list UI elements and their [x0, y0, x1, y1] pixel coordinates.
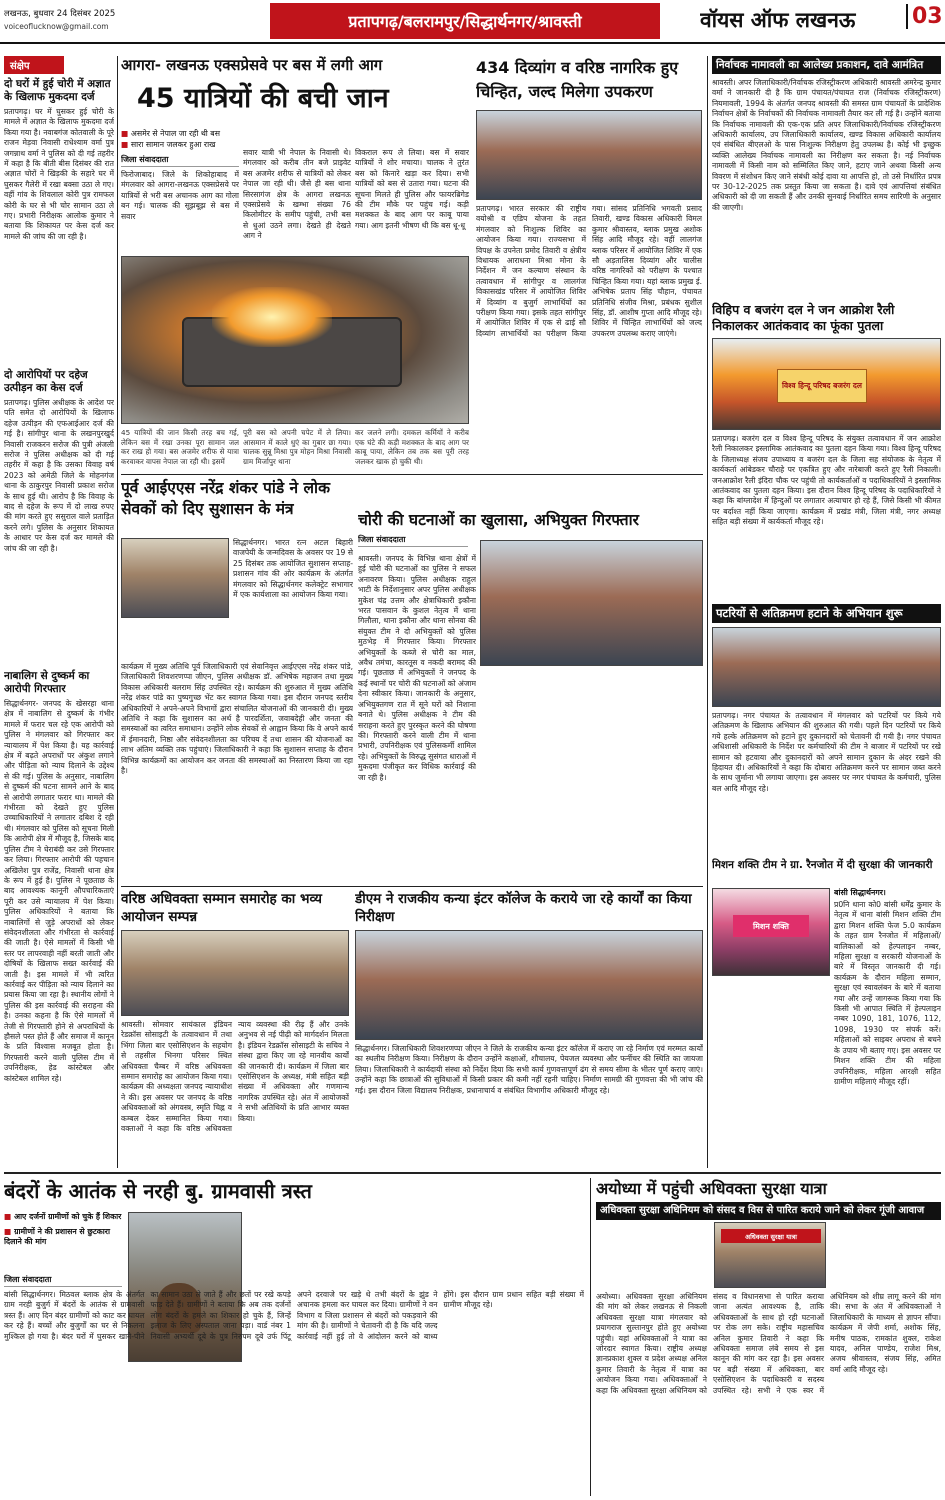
- rally-banner-text: विश्व हिन्दू परिषद बजरंग दल: [782, 381, 862, 390]
- bullet-icon: ■: [121, 129, 131, 138]
- story-body: प्र0नि थाना को0 बांसी धर्मेंद्र कुमार के नेतृत्व में थाना बांसी मिशन शक्ति टीम द्वारा मिशन शक्ति फेज 5.0 कार्यक्रम के तहत ग्राम रैनजोत में महिलाओं/बालिकाओं को हेल्पलाइन नम्बर, महिला सुरक्षा व सरकारी योजनाओं के बारे में विस्तृत जानकारी दी गई। कार्यक्रम के दौरान महिला सम्मान, सुरक्षा एवं स्वावलंबन के बारे में बताया गया और उन्हें जागरूक किया गया कि किसी भी आपात स्थिति में हेल्पलाइन नम्बर 1090, 181, 1076, 112, 1098, 1930 पर संपर्क करें। महिलाओं को साइबर अपराध से बचने के उपाय भी बताए गए। इस अवसर पर मिशन शक्ति टीम की महिला उपनिरीक्षक, महिला आरक्षी सहित ग्रामीण महिलाएं मौजूद रहीं।: [834, 900, 941, 1086]
- bullet-text: असमेर से नेपाल जा रही थी बस: [130, 129, 221, 138]
- yatra-banner-text: अधिवक्ता सुरक्षा यात्रा: [745, 1232, 797, 1241]
- accused-arrest-photo: [480, 540, 703, 666]
- story-mission-shakti: [712, 858, 941, 1168]
- workshop-photo: [121, 538, 229, 618]
- bullet-text: आए दर्जनों ग्रामीणों को चुके हैं शिकार: [14, 1212, 122, 1221]
- bullet-icon: ■: [121, 140, 131, 149]
- story-headline: डीएम ने राजकीय कन्या इंटर कॉलेज के कराये जा रहे कार्यों का किया निरीक्षण: [355, 891, 692, 925]
- brief-headline: दो घरों में हुई चोरी में अज्ञात के खिलाफ मुकदमा दर्ज: [4, 78, 111, 103]
- section-banner: [270, 3, 660, 39]
- encroachment-drive-photo: [712, 627, 941, 707]
- story-voter-list: [712, 56, 941, 298]
- section-divider: [121, 474, 703, 475]
- story-body: सिद्धार्थनगर। जिलाधिकारी शिवशरणप्पा जीएन ने जिले के राजकीय कन्या इंटर कॉलेज में कराए जा रहे निर्माण एवं मरम्मत कार्यों का स्थलीय निरीक्षण किया। निरीक्षण के दौरान उन्होंने कक्षाओं, शौचालय, पेयजल व्यवस्था और फर्नीचर की स्थिति का जायजा लिया। जिलाधिकारी ने कार्यदायी संस्था को निर्देश दिया कि सभी कार्य गुणवत्तापूर्ण ढंग से समय सीमा के भीतर पूर्ण कराए जाएं। उन्होंने कहा कि छात्राओं की सुविधाओं में किसी प्रकार की कमी नहीं रहनी चाहिए। निर्माण सामग्री की गुणवत्ता की भी जांच की गई। इस दौरान जिला विद्यालय निरीक्षक, प्रधानाचार्य व संबंधित विभागीय अधिकारी मौजूद रहे।: [355, 1044, 703, 1095]
- byline: जिला संवाददाता: [121, 154, 239, 167]
- masthead: [0, 0, 945, 44]
- flame-shape: [212, 287, 332, 347]
- body-col-3: विकराल रूप ले लिया। बस में सवार यात्रियों ने शोर मचाया। चालक ने तुरंत बस को किनारे खड़ा कर दिया। सभी यात्रियों को बस से उतारा गया। घटना की सूचना मिलते ही पुलिस और फायरब्रिगेड की टीम मौके पर पहुंच गई। कड़ी मशक्कत के बाद आग पर काबू पाया गया। आग इतनी भीषण थी कि बस धू-धू: [355, 148, 469, 230]
- story-headline: वरिष्ठ अधिवक्ता सम्मान समारोह का भव्य आयोजन सम्पन्न: [121, 891, 322, 925]
- story-dm-college: [355, 890, 703, 1168]
- caption-col-2: पूरी बस को अपनी चपेट में ले लिया। आसमान में काले धुएं का गुबार छा गया। चालक सुन्नू मिश्रा पुत्र मोहन मिश्रा निवासी ग्राम मिर्जापुर थाना: [243, 428, 351, 466]
- ayodhya-yatra-photo: [714, 1222, 826, 1288]
- story-theft: [358, 510, 703, 882]
- body-col-2: सवार यात्री भी नेपाल के निवासी थे। मंगलवार को करीब तीन बजे प्राइवेट बस अजमेर शरीफ से यात्रियों को लेकर नेपाल जा रही थी। जैसे ही बस थाना सिरसागंज क्षेत्र के आगरा लखनऊ एक्सप्रेसवे के खम्भा संख्या 76 किलोमीटर के समीप पहुंची, तभी बस से धुआं उठने लगा। देखते ही देखते आग ने: [243, 148, 351, 241]
- story-divyang: [476, 56, 702, 470]
- story-body: श्रावस्ती। सोमवार सायंकाल इंडियन रेडक्रॉस सोसाइटी के तत्वावधान में तथा भिंगा जिला बार एसोसिएशन के सहयोग से तहसील भिनगा परिसर स्थित अधिवक्ता चैम्बर में वरिष्ठ अधिवक्ता सम्मान समारोह का आयोजन किया गया। कार्यक्रम की अध्यक्षता जनपद न्यायाधीश ने की। इस अवसर पर जनपद के वरिष्ठ अधिवक्ताओं को अंगवस्त्र, स्मृति चिह्न व कम्बल देकर सम्मानित किया गया। वक्ताओं ने कहा कि वरिष्ठ अधिवक्ता न्याय व्यवस्था की रीढ़ हैं और उनके अनुभव से नई पीढ़ी को मार्गदर्शन मिलता है। इंडियन रेडक्रॉस सोसाइटी के सचिव ने संस्था द्वारा किए जा रहे मानवीय कार्यों की जानकारी दी। कार्यक्रम में जिला बार एसोसिएशन के अध्यक्ष, मंत्री सहित बड़ी संख्या में अधिवक्ता और गणमान्य नागरिक उपस्थित रहे। अंत में आयोजकों ने सभी अतिथियों के प्रति आभार व्यक्त किया।: [121, 1020, 349, 1134]
- brief-label: संक्षेप: [4, 56, 64, 74]
- college-inspection-photo: [355, 930, 703, 1040]
- mission-banner-text: मिशन शक्ति: [753, 921, 789, 931]
- byline: बांसी सिद्धार्थनगर।: [834, 888, 886, 897]
- story-headline: चोरी की घटनाओं का खुलासा, अभियुक्त गिरफ्तार: [358, 511, 639, 529]
- story-body: बांसी सिद्धार्थनगर। मिठवल ब्लाक क्षेत्र के अंतर्गत ग्राम नरही बुजुर्ग में बंदरों के आतंक से ग्रामवासी त्रस्त हैं। आए दिन बंदर ग्रामीणों को काट कर घायल कर रहे हैं। बच्चों और बुजुर्गों का घर से निकलना मुश्किल हो गया है। बंदर घरों में घुसकर खाने-पीने का सामान उठा ले जाते हैं और छतों पर रखे कपड़े फाड़ देते हैं। ग्रामीणों ने बताया कि अब तक दर्जनों लोग बंदरों के हमले का शिकार हो चुके हैं, जिन्हें इलाज के लिए अस्पताल जाना पड़ा। वार्ड नंबर 1 निवासी अभ्यर्थी दूबे के पुत्र निरुपम दूबे उर्फ पिंटू अपने दरवाजे पर खड़े थे तभी बंदरों के झुंड ने अचानक हमला कर घायल कर दिया। ग्रामीणों ने वन विभाग व जिला प्रशासन से बंदरों को पकड़वाने की मांग की है। ग्रामीणों ने चेतावनी दी है कि यदि जल्द कार्रवाई नहीं हुई तो वे आंदोलन करने को बाध्य होंगे। इस दौरान ग्राम प्रधान सहित बड़ी संख्या में ग्रामीण मौजूद रहे।: [4, 1290, 584, 1341]
- caption-col-3: कर जलने लगी। दमकल कर्मियों ने करीब एक घंटे की कड़ी मशक्कत के बाद आग पर काबू पाया, लेकिन तब तक बस पूरी तरह जलकर खाक हो चुकी थी।: [355, 428, 469, 466]
- caption-col-1: 45 यात्रियों की जान किसी तरह बच गई, लेकिन बस में रखा उनका पूरा सामान जल कर राख हो गया। बस अजमेर शरीफ से यात्रा करवाकर वापस नेपाल जा रही थी। इसमें: [121, 428, 239, 466]
- story-headline: निर्वाचक नामावली का आलेख्य प्रकाशन, दावे आमंत्रित: [712, 56, 941, 74]
- brief-headline: नाबालिग से दुष्कर्म का आरोपी गिरफ्तार: [4, 670, 90, 695]
- story-pande: [121, 478, 353, 882]
- brief-column: [4, 56, 114, 1168]
- story-headline: अधिवक्ता सुरक्षा अधिनियम को संसद व विस से पारित कराये जाने को लेकर गूंजी आवाज: [596, 1202, 941, 1220]
- story-headline: मिशन शक्ति टीम ने ग्रा. रैनजोत में दी सुरक्षा की जानकारी: [712, 859, 933, 871]
- paper-name: वॉयस ऑफ लखनऊ: [700, 8, 856, 32]
- story-monkey: [4, 1178, 584, 1496]
- bullets: [121, 128, 271, 150]
- story-body: प्रतापगढ़। नगर पंचायत के तत्वावधान में मंगलवार को पटरियों पर किये गये अतिक्रमण के खिलाफ अभियान की शुरुआत की गयी। पहले दिन पटरियों पर किये गये हल्के अतिक्रमण को हटाने हुए दुकानदारों को चेतावनी दी गयी है। नगर पंचायत अधिशासी अधिकारी के निर्देश पर कर्मचारियों की टीम ने बाजार में पटरियों पर रखे सामान को हटवाया और दुकानदारों को अपने सामान दुकान के अंदर रखने की हिदायत दी। अधिकारियों ने कहा कि दोबारा अतिक्रमण करने पर सामान जब्त करने के साथ जुर्माना भी लगाया जाएगा। इस अवसर पर नगर पंचायत के कर्मचारी, पुलिस बल आदि मौजूद रहे।: [712, 711, 941, 793]
- story-headline: पूर्व आईएएस नरेंद्र शंकर पांडे ने लोक सेवकों को दिए सुशासन के मंत्र: [121, 479, 330, 518]
- bullet-text: सारा सामान जलकर हुआ राख: [130, 140, 216, 149]
- byline: जिला संवाददाता: [4, 1274, 122, 1287]
- yatra-banner: [721, 1229, 821, 1243]
- story-ayodhya: [596, 1178, 941, 1496]
- brief-body: प्रतापगढ़। पुलिस अधीक्षक के आदेश पर पति समेत दो आरोपियों के खिलाफ दहेज उत्पीड़न की एफआईआर दर्ज की गई है। सांगीपुर थाना के लखनपुरखुर्द निवासी राजकरन सरोज की पुत्री अंजली सरोज ने पुलिस अधीक्षक को दी गई तहरीर में कहा है कि उसका विवाह वर्ष 2023 को अमेठी जिले के मोहनगंज थाना के ठाकुरपुर निवासी प्रकाश सरोज के साथ हुई थी। आरोप है कि विवाह के बाद से दहेज के रूप में दो लाख रुपए की मांग करते हुए ससुराल वाले प्रताड़ित करने लगे। पुलिस के अनुसार शिकायत के आधार पर केस दर्ज कर मामले की जांच की जा रही है।: [4, 398, 114, 553]
- brief-item-1: [4, 78, 114, 365]
- mission-banner: [733, 915, 809, 937]
- rally-banner: [777, 369, 867, 403]
- advocate-event-photo: [121, 930, 349, 1016]
- story-body: प्रतापगढ़। भारत सरकार की राष्ट्रीय वयोश्री व एडिप योजना के तहत मंगलवार को निःशुल्क शिविर का आयोजन किया गया। राज्यसभा में विपक्ष के उपनेता प्रमोद तिवारी व क्षेत्रीय विधायक आराधना मिश्रा मोना के निर्देशन में जन कल्याण संस्थान के तत्वावधान में सांगीपुर व लालगंज विकासखंड परिसर में आयोजित शिविर में दिव्यांग व बुजुर्ग लाभार्थियों का परीक्षण किया गया। इसके तहत सांगीपुर में आयोजित शिविर में एक से ढाई सौ दिव्यांग लाभार्थियों का परीक्षण किया गया। सांसद प्रतिनिधि भगवती प्रसाद तिवारी, खण्ड विकास अधिकारी विमल कुमार श्रीवास्तव, ब्लाक प्रमुख अशोक सिंह आदि मौजूद रहे। वहीं लालगंज ब्लाक परिसर में आयोजित शिविर में एक सौ अड़तालिस दिव्यांग और चालीस वरिष्ठ नागरिकों को परीक्षण के पश्चात चिन्हित किया गया। यहां ब्लाक प्रमुख ई. अभिषेक प्रताप सिंह चौहान, पंचायत प्रतिनिधि संजीव मिश्रा, प्रबंधक सुशील सिंह, डॉ. आशीष गुप्ता आदि मौजूद रहे। शिविर में चिन्हित लाभार्थियों को जल्द उपकरण उपलब्ध कराए जाएंगे।: [476, 204, 702, 338]
- divyang-camp-photo: [476, 110, 702, 200]
- bullet-icon: ■: [4, 1226, 15, 1236]
- story-bus-fire: [121, 56, 469, 470]
- story-advocate: [121, 890, 349, 1168]
- story-headline: विहिप व बजरंग दल ने जन आक्रोश रैली निकालकर आतंकवाद का फूंका पुतला: [712, 302, 895, 333]
- story-body: श्रावस्ती। अपर जिलाधिकारी/निर्वाचक रजिस्ट्रीकरण अधिकारी श्रावस्ती अमरेन्द्र कुमार वर्मा ने जानकारी दी है कि ग्राम पंचायत/पंचायत राज (निर्वाचक रजिस्ट्रीकरण) नियमावली, 1994 के अंतर्गत जनपद श्रावस्ती की समस्त ग्राम पंचायतों के प्रादेशिक निर्वाचन क्षेत्रों के निर्वाचकों की निर्वाचक नामावली तैयार कर ली गई है। उन्होंने बताया कि निर्वाचक नामावली की एक-एक प्रति अपर जिलाधिकारी/निर्वाचक रजिस्ट्रीकरण अधिकारी कार्यालय, उप जिलाधिकारी कार्यालय, खण्ड विकास अधिकारी कार्यालय एवं संबंधित बीएलओ के पास निःशुल्क निरीक्षण हेतु उपलब्ध है। कोई भी इच्छुक व्यक्ति आलेख्य निर्वाचक नामावली का निरीक्षण कर सकता है। नई निर्वाचक नामावली में किसी नाम को सम्मिलित किए जाने, हटाए जाने अथवा किसी अन्य विवरण में संशोधन किए जाने संबंधी कोई दावा या आपत्ति हो, तो उसे निर्धारित प्रपत्र पर 30-12-2025 तक प्रस्तुत किया जा सकता है। दावे एवं आपत्तियां संबंधित अधिकारी को दी जा सकती हैं और उनकी सुनवाई निर्धारित समय सारिणी के अनुसार की जाएगी।: [712, 78, 941, 212]
- vhp-rally-photo: [712, 338, 941, 430]
- column-divider: [707, 56, 708, 1168]
- bullet-icon: ■: [4, 1212, 15, 1221]
- story-encroachment: [712, 604, 941, 854]
- story-headline: 434 दिव्यांग व वरिष्ठ नागरिक हुए चिन्हित, जल्द मिलेगा उपकरण: [476, 58, 679, 101]
- byline: जिला संवाददाता: [358, 534, 468, 547]
- story-body: प्रतापगढ़। बजरंग दल व विश्व हिन्दू परिषद के संयुक्त तत्वावधान में जन आक्रोश रैली निकालकर इस्लामिक आतंकवाद का पुतला दहन किया गया। विश्व हिन्दू परिषद के जिलाध्यक्ष संजय उपाध्याय व बजरंग दल के जिला सह संयोजक के नेतृत्व में कार्यकर्ता आंबेडकर चौराहे पर एकत्रित हुए और नारेबाजी करते हुए रैली निकाली। जनआक्रोश रैली इंदिरा चौक पर पहुंची तो कार्यकर्ताओं व पदाधिकारियों ने इस्लामिक आतंकवाद का पुतला दहन किया। इस दौरान विश्व हिन्दू परिषद के पदाधिकारियों ने कहा कि बांग्लादेश में हिन्दुओं पर लगातार अत्याचार हो रहे हैं, जिसे किसी भी कीमत पर बर्दाश्त नहीं किया जाएगा। कार्यक्रम में प्रखंड मंत्री, जिला मंत्री, नगर अध्यक्ष सहित बड़ी संख्या में कार्यकर्ता मौजूद रहे।: [712, 434, 941, 527]
- body-col-1: फिरोजाबाद। जिले के शिकोहाबाद में मंगलवार को आगरा-लखनऊ एक्सप्रेसवे पर यात्रियों से भरी बस अचानक आग का गोला बन गई। चालक की सूझबूझ से बस में सवार: [121, 170, 239, 221]
- brief-item-2: [4, 369, 114, 666]
- story-body: अयोध्या। अधिवक्ता सुरक्षा अधिनियम की मांग को लेकर लखनऊ से निकली अधिवक्ता सुरक्षा यात्रा मंगलवार को प्रयागराज सुल्तानपुर होते हुए अयोध्या पहुंची। यहां अधिवक्ताओं ने यात्रा का जोरदार स्वागत किया। राष्ट्रीय अध्यक्ष ज्ञानप्रकाश शुक्ल व प्रदेश अध्यक्ष अनिल कुमार तिवारी के नेतृत्व में यात्रा का आयोजन किया गया। अधिवक्ताओं ने कहा कि अधिवक्ता सुरक्षा अधिनियम को संसद व विधानसभा से पारित कराया जाना अत्यंत आवश्यक है, ताकि अधिवक्ताओं के साथ हो रही घटनाओं पर रोक लग सके। राष्ट्रीय महासचिव अनिल कुमार तिवारी ने कहा कि अधिवक्ता समाज लंबे समय से इस कानून की मांग कर रहा है। इस अवसर पर बड़ी संख्या में अधिवक्ता, बार एसोसिएशन के पदाधिकारी व सदस्य उपस्थित रहे। सभी ने एक स्वर में अधिनियम को शीघ्र लागू करने की मांग की। सभा के अंत में अधिवक्ताओं ने जिलाधिकारी के माध्यम से ज्ञापन सौंपा। कार्यक्रम में जेपी शर्मा, अशोक सिंह, मनीष पाठक, रामकांत शुक्ल, राकेश यादव, अनिल पाण्डेय, राजेश मिश्र, अजय श्रीवास्तव, संजय सिंह, अमित वर्मा आदि मौजूद रहे।: [596, 1292, 941, 1395]
- column-divider: [590, 1178, 591, 1496]
- section-divider: [121, 886, 703, 887]
- section-divider: [4, 1172, 941, 1174]
- brief-body: सिद्धार्थनगर- जनपद के खेसरहा थाना क्षेत्र में नाबालिग से दुष्कर्म के गंभीर मामले में फरार चल रहे एक आरोपी को पुलिस ने मंगलवार को गिरफ्तार कर न्यायालय में पेश किया है। यह कार्रवाई क्षेत्र में बढ़ते अपराधों पर अंकुश लगाने और पीड़िता को न्याय दिलाने के उद्देश्य से की गई। पुलिस के अनुसार, नाबालिग से दुष्कर्म की घटना सामने आने के बाद से आरोपी लगातार फरार था। मामले की गंभीरता को देखते हुए पुलिस उच्चाधिकारियों ने लगातार दबिश दे रही थी। मंगलवार को पुलिस को सूचना मिली कि आरोपी क्षेत्र में मौजूद है, जिसके बाद पुलिस टीम ने घेराबंदी कर उसे गिरफ्तार कर लिया। गिरफ्तार आरोपी की पहचान अखिलेश पुत्र राजेंद्र, निवासी थाना क्षेत्र के रूप में हुई है। पुलिस ने पूछताछ के बाद आवश्यक कानूनी औपचारिकताएं पूरी कर उसे न्यायालय में पेश किया। पुलिस अधिकारियों ने बताया कि नाबालिगों से जुड़े अपराधों को लेकर संवेदनशीलता और गंभीरता से कार्रवाई की जाती है। ऐसे मामलों में किसी भी स्तर पर लापरवाही नहीं बरती जाती और दोषियों के खिलाफ सख्त कार्रवाई की जाती है। इस मामले में भी त्वरित कार्रवाई कर पीड़िता को न्याय दिलाने का प्रयास किया जा रहा है। स्थानीय लोगों ने पुलिस की इस कार्रवाई की सराहना की है। उनका कहना है कि ऐसे मामलों में तेजी से गिरफ्तारी होने से अपराधियों के हौसले पस्त होते हैं और समाज में कानून के प्रति विश्वास मजबूत होता है। गिरफ्तारी करने वाली पुलिस टीम में उपनिरीक्षक, हेड कांस्टेबल और कांस्टेबल शामिल रहे।: [4, 699, 114, 1083]
- brief-body: प्रतापगढ़। घर में घुसकर हुई चोरी के मामले में अज्ञात के खिलाफ मुकदमा दर्ज किया गया है। नवाबगंज कोतवाली के पूरे राजन मेड़वा निवासी राधेश्याम वर्मा पुत्र जगन्नाथ वर्मा ने पुलिस को दी गई तहरीर में कहा है कि बीती बीस दिसंबर की रात अज्ञात चोरों ने खिड़की के सहारे घर में घुसकर गैलेरी में रखा बक्सा उठा ले गए। वहीं गांव के शिवलाल कोरी पुत्र रामफल कोरी के घर से भी चोर सामान उठा ले गए। प्रभारी निरीक्षक आलोक कुमार ने बताया कि शिकायत पर केस दर्ज कर मामले की जांच की जा रही है।: [4, 107, 114, 241]
- story-body-top: सिद्धार्थनगर। भारत रत्न अटल बिहारी वाजपेयी के जन्मदिवस के अवसर पर 19 से 25 दिसंबर तक आयोजित सुशासन सप्ताह- प्रशासन गांव की ओर कार्यक्रम के अंतर्गत मंगलवार को सिद्धार्थनगर कलेक्ट्रेट सभागार में एक कार्यशाला का आयोजन किया गया।: [233, 538, 353, 600]
- section-title: प्रतापगढ़/बलरामपुर/सिद्धार्थनगर/श्रावस्ती: [348, 12, 582, 31]
- bullet-text: ग्रामीणों ने की प्रशासन से छुटकारा दिलाने की मांग: [4, 1226, 110, 1246]
- brief-headline: दो आरोपियों पर दहेज उत्पीड़न का केस दर्ज: [4, 369, 88, 394]
- bus-fire-photo: [121, 256, 469, 424]
- story-kicker: आगरा- लखनऊ एक्सप्रेसवे पर बस में लगी आग: [121, 56, 383, 74]
- story-body: श्रावस्ती। जनपद के विभिन्न थाना क्षेत्रों में हुई चोरी की घटनाओं का पुलिस ने सफल अनावरण किया। पुलिस अधीक्षक राहुल भाटी के निर्देशानुसार अपर पुलिस अधीक्षक मुकेश चंद्र उत्तम और क्षेत्राधिकारी इकौना भरत पासवान के कुशल नेतृत्व में थाना गिलौला, थाना इकौना और थाना सोनवा की संयुक्त टीम ने दो अभियुक्तों को पुलिस मुठभेड़ में गिरफ्तार किया। गिरफ्तार अभियुक्तों के कब्जे से चोरी का माल, अवैध तमंचा, कारतूस व नकदी बरामद की गई। पूछताछ में अभियुक्तों ने जनपद के कई स्थानों पर चोरी की घटनाओं को अंजाम देना स्वीकार किया। जानकारी के अनुसार, अभियुक्तगण रात में सूने घरों को निशाना बनाते थे। पुलिस अधीक्षक ने टीम की सराहना करते हुए पुरस्कृत करने की घोषणा की। गिरफ्तारी करने वाली टीम में थाना प्रभारी, उपनिरीक्षक एवं पुलिसकर्मी शामिल रहे। अभियुक्तों के विरुद्ध सुसंगत धाराओं में मुकदमा पंजीकृत कर विधिक कार्रवाई की जा रही है।: [358, 554, 476, 782]
- page-number: 03: [906, 4, 944, 29]
- story-vhp: [712, 302, 941, 602]
- story-headline: 45 यात्रियों की बची जान: [137, 83, 389, 114]
- email: voiceoflucknow@gmail.com: [4, 22, 109, 31]
- story-headline: पटरियों से अतिक्रमण हटाने के अभियान शुरू: [712, 604, 941, 623]
- dateline: लखनऊ, बुधवार 24 दिसंबर 2025: [4, 9, 116, 19]
- story-body: कार्यक्रम में मुख्य अतिथि पूर्व जिलाधिकारी एवं सेवानिवृत्त आईएएस नरेंद्र शंकर पांडे, जिलाधिकारी शिवशरणप्पा जीएन, पुलिस अधीक्षक डॉ. अभिषेक महाजन तथा मुख्य विकास अधिकारी बलराम सिंह उपस्थित रहे। कार्यक्रम की शुरुआत में मुख्य अतिथि नरेंद्र शंकर पांडे का पुष्पगुच्छ भेंट कर स्वागत किया गया। इस दौरान जनपद स्तरीय अधिकारियों ने अपने-अपने विभागों द्वारा संचालित योजनाओं की जानकारी दी। मुख्य अतिथि ने कहा कि सुशासन का अर्थ है पारदर्शिता, जवाबदेही और जनता की समस्याओं का त्वरित समाधान। उन्होंने लोक सेवकों से आह्वान किया कि वे अपने कार्य में ईमानदारी, निष्ठा और संवेदनशीलता का परिचय दें तथा शासन की योजनाओं का लाभ अंतिम व्यक्ति तक पहुंचाएं। जिलाधिकारी ने कहा कि सुशासन सप्ताह के दौरान विभिन्न कार्यक्रमों का आयोजन कर जनता की समस्याओं का निस्तारण किया जा रहा है।: [121, 662, 353, 776]
- story-headline: बंदरों के आतंक से नरही बु. ग्रामवासी त्रस्त: [4, 1179, 312, 1203]
- column-divider: [117, 56, 118, 1168]
- story-kicker: अयोध्या में पहुंची अधिवक्ता सुरक्षा यात्रा: [596, 1179, 827, 1198]
- brief-item-3: [4, 670, 114, 1168]
- bullets: [4, 1212, 126, 1248]
- mission-shakti-photo: [712, 888, 830, 976]
